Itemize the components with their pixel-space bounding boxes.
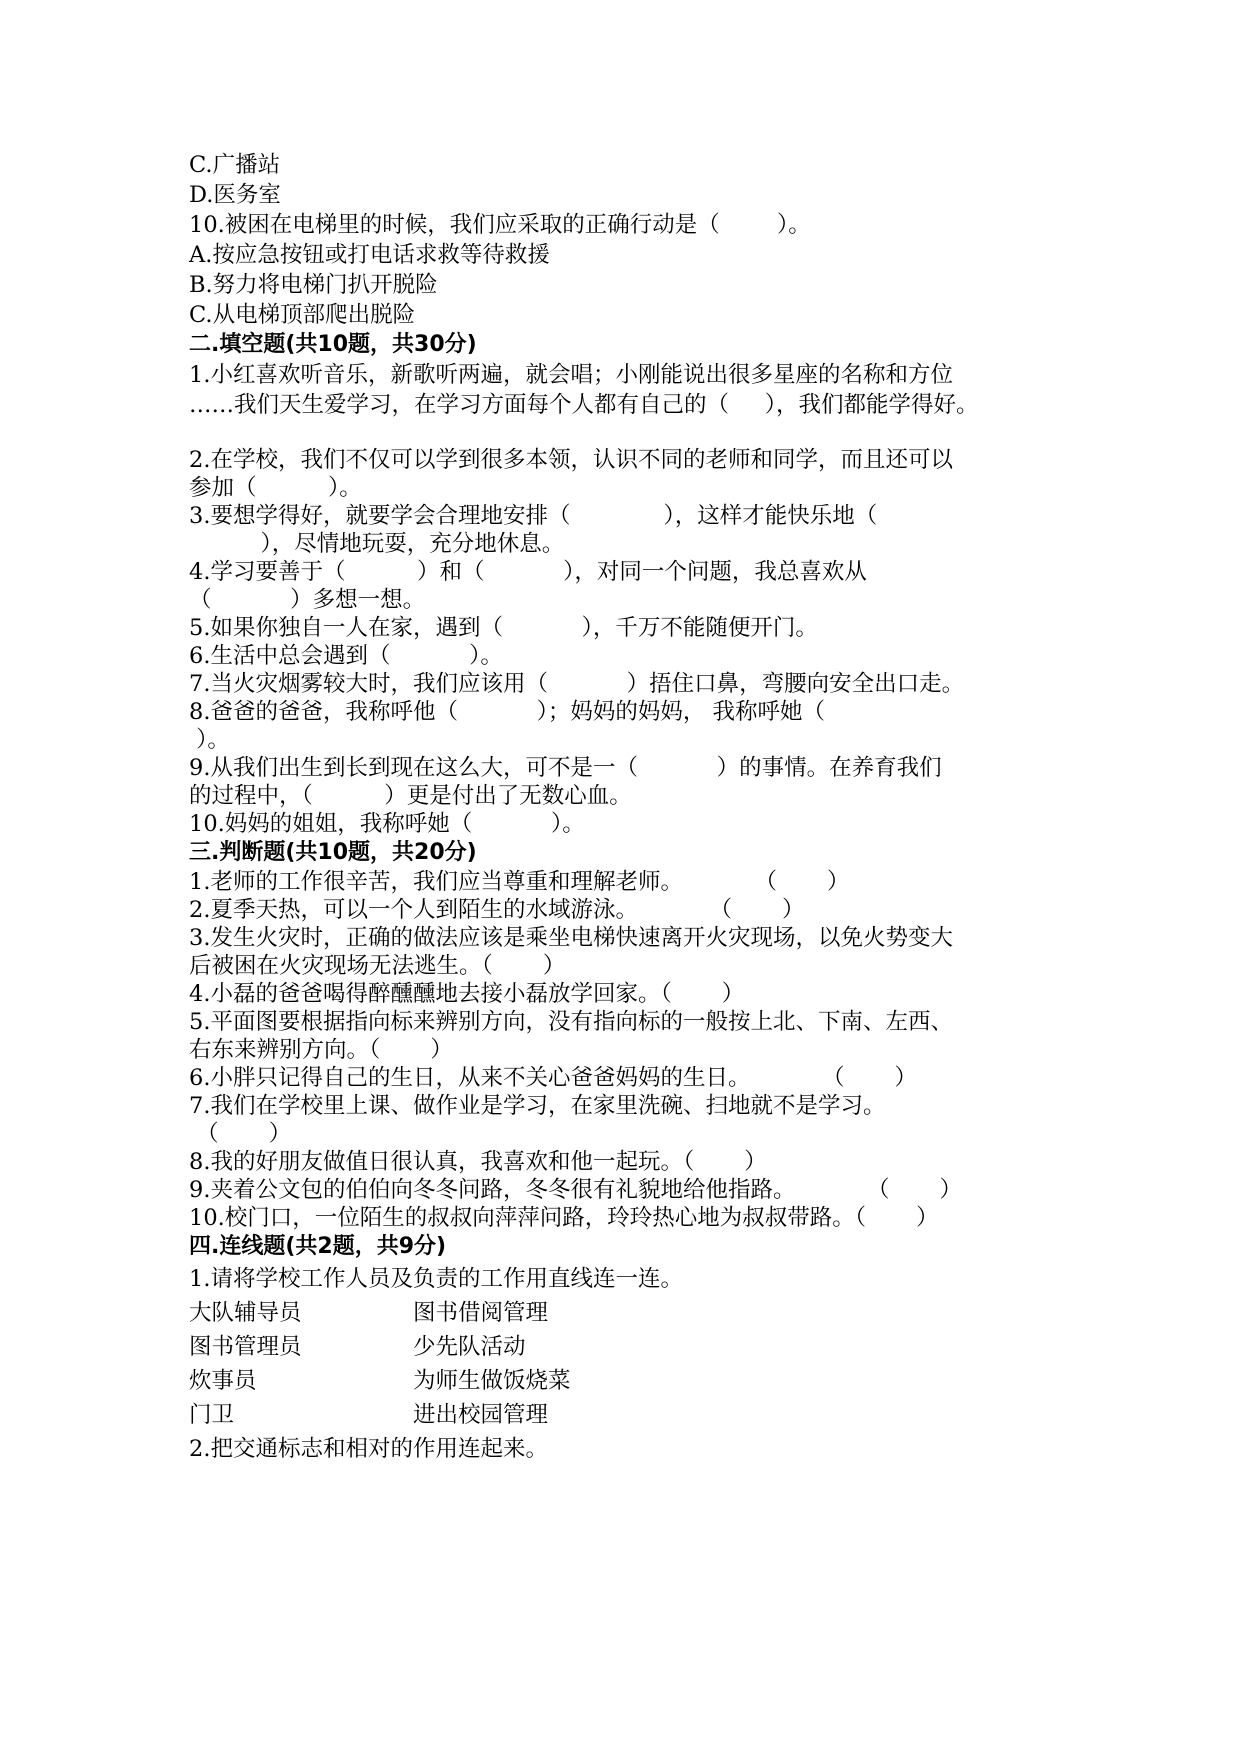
fill-q2-line2: 参加（ ）。 xyxy=(189,475,362,501)
section-title: 四.连线题(共2题，共9分) xyxy=(189,1234,447,1259)
fill-question-line: ），尽情地玩耍，充分地休息。 xyxy=(189,531,565,557)
question-10: 10.被困在电梯里的时候，我们应采取的正确行动是（ ）。 xyxy=(189,212,811,238)
judge-line: 5.平面图要根据指向标来辨别方向，没有指向标的一般按上北、下南、左西、 xyxy=(189,1009,953,1035)
section-title: 三.判断题(共10题，共20分) xyxy=(189,840,477,865)
fill-question-line: 3.要想学得好，就要学会合理地安排（ ），这样才能快乐地（ xyxy=(189,503,878,529)
match-row xyxy=(189,1364,1089,1398)
fill-question-line: 9.从我们出生到长到现在这么大，可不是一（ ）的事情。在养育我们 xyxy=(189,755,942,781)
question-10-block xyxy=(189,150,1089,330)
fill-question-line: 8.爸爸的爸爸，我称呼他（ ）；妈妈的妈妈， 我称呼她（ xyxy=(189,699,826,725)
option-b: B.努力将电梯门扒开脱险 xyxy=(189,272,438,298)
match-left: 图书管理员 xyxy=(189,1334,302,1360)
fill-q1-line1: 1.小红喜欢听音乐，新歌听两遍，就会唱；小刚能说出很多星座的名称和方位 xyxy=(189,362,953,388)
judge-line: 6.小胖只记得自己的生日，从来不关心爸爸妈妈的生日。 （ ） xyxy=(189,1065,918,1091)
exam-page xyxy=(189,150,1089,1466)
spacer xyxy=(189,420,1089,446)
option-d: D.医务室 xyxy=(189,182,281,208)
fill-question-line: 的过程中，（ ）更是付出了无数心血。 xyxy=(189,783,632,809)
match-row xyxy=(189,1296,1089,1330)
judge-line: 10.校门口，一位陌生的叔叔向萍萍问路，玲玲热心地为叔叔带路。（ ） xyxy=(189,1205,939,1231)
fill-question-line: 10.妈妈的姐姐，我称呼她（ ）。 xyxy=(189,811,585,837)
judge-line: （ ） xyxy=(189,1121,292,1147)
judge-line: 2.夏季天热，可以一个人到陌生的水域游泳。 （ ） xyxy=(189,897,805,923)
fill-question-line: 5.如果你独自一人在家，遇到（ ），千万不能随便开门。 xyxy=(189,615,818,641)
option-c: C.从电梯顶部爬出脱险 xyxy=(189,302,416,328)
fill-q1-line2: ……我们天生爱学习，在学习方面每个人都有自己的（ ），我们都能学得好。 xyxy=(189,392,979,418)
fill-question-line: 7.当火灾烟雾较大时，我们应该用（ ）捂住口鼻，弯腰向安全出口走。 xyxy=(189,671,965,697)
section-matching xyxy=(189,1232,1089,1466)
fill-q2-line1: 2.在学校，我们不仅可以学到很多本领，认识不同的老师和同学，而且还可以 xyxy=(189,447,953,473)
match-left: 门卫 xyxy=(189,1402,235,1428)
match-left: 炊事员 xyxy=(189,1368,257,1394)
judge-line: 4.小磊的爸爸喝得醉醺醺地去接小磊放学回家。（ ） xyxy=(189,981,745,1007)
judge-line: 8.我的好朋友做值日很认真，我喜欢和他一起玩。（ ） xyxy=(189,1149,767,1175)
judge-line: 3.发生火灾时，正确的做法应该是乘坐电梯快速离开火灾现场，以免火势变大 xyxy=(189,925,953,951)
matching-q1: 1.请将学校工作人员及负责的工作用直线连一连。 xyxy=(189,1266,683,1292)
fill-question-line: ）。 xyxy=(189,727,230,753)
fill-question-line: （ ）多想一想。 xyxy=(189,587,426,613)
section-title: 二.填空题(共10题，共30分) xyxy=(189,332,477,357)
match-right: 为师生做饭烧菜 xyxy=(413,1368,571,1394)
match-left: 大队辅导员 xyxy=(189,1300,302,1326)
judge-line: 7.我们在学校里上课、做作业是学习，在家里洗碗、扫地就不是学习。 xyxy=(189,1093,886,1119)
fill-question-line: 6.生活中总会遇到（ ）。 xyxy=(189,643,503,669)
matching-q2: 2.把交通标志和相对的作用连起来。 xyxy=(189,1436,548,1462)
match-right: 进出校园管理 xyxy=(413,1402,549,1428)
section-fill-in xyxy=(189,330,1089,838)
judge-line: 1.老师的工作很辛苦，我们应当尊重和理解老师。 （ ） xyxy=(189,869,850,895)
fill-question-line: 4.学习要善于（ ）和（ ），对同一个问题，我总喜欢从 xyxy=(189,559,867,585)
judge-line: 9.夹着公文包的伯伯向冬冬问路，冬冬很有礼貌地给他指路。 （ ） xyxy=(189,1177,963,1203)
judge-line: 右东来辨别方向。（ ） xyxy=(189,1037,453,1063)
option-c: C.广播站 xyxy=(189,152,281,178)
section-true-false xyxy=(189,838,1089,1232)
match-right: 少先队活动 xyxy=(413,1334,526,1360)
match-right: 图书借阅管理 xyxy=(413,1300,549,1326)
match-row xyxy=(189,1398,1089,1432)
option-a: A.按应急按钮或打电话求救等待救援 xyxy=(189,242,550,268)
judge-line: 后被困在火灾现场无法逃生。（ ） xyxy=(189,953,566,979)
match-row xyxy=(189,1330,1089,1364)
